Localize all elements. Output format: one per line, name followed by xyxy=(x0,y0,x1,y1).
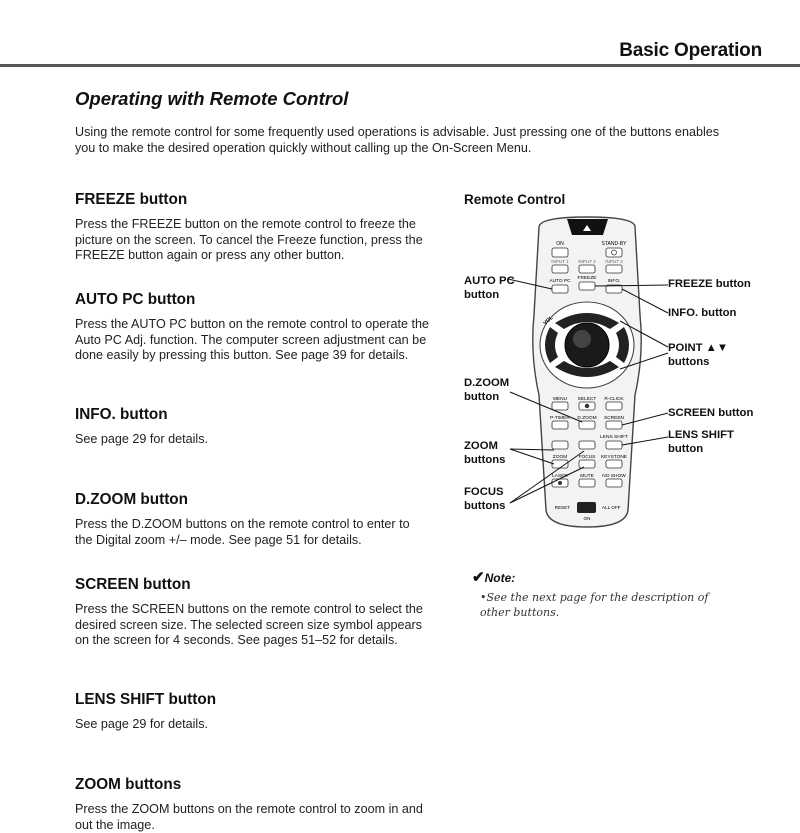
section-info xyxy=(75,406,430,448)
no-show-button[interactable] xyxy=(606,479,622,487)
note-text: •See the next page for the description of other buttons. xyxy=(480,591,709,619)
on-button[interactable] xyxy=(552,248,568,257)
section-freeze xyxy=(75,191,430,264)
key-label: INPUT 2 xyxy=(578,259,596,264)
callout-freeze: FREEZE button xyxy=(668,278,751,290)
callout-zoom: ZOOM buttons xyxy=(464,440,506,466)
callout-auto-pc: AUTO PC button xyxy=(464,275,515,301)
section-lens-shift xyxy=(75,691,430,733)
page-title: Operating with Remote Control xyxy=(75,88,349,109)
key-label: D.ZOOM xyxy=(577,416,597,421)
section-zoom xyxy=(75,776,430,833)
key-label: LASER xyxy=(552,474,568,479)
key-label: ALL OFF xyxy=(602,505,621,510)
section-body: See page 29 for details. xyxy=(75,717,209,731)
mute-button[interactable] xyxy=(579,479,595,487)
standby-button[interactable] xyxy=(606,248,622,257)
key-label: SCREEN xyxy=(604,416,624,421)
key-label: FOCUS xyxy=(578,455,596,460)
section-heading: ZOOM buttons xyxy=(75,776,182,793)
callout-screen: SCREEN button xyxy=(668,407,754,419)
key-label: RESET xyxy=(554,505,570,510)
section-body: Press the AUTO PC button on the remote control to operate the Auto PC Adj. function. The computer screen adjustment can be done easily by pressing this button. See page 39 for details. xyxy=(75,317,429,363)
key-label: P-TIMER xyxy=(550,416,570,421)
freeze-button[interactable] xyxy=(579,282,595,290)
key-label: ZOOM xyxy=(552,455,568,460)
callout-lens-shift: LENS SHIFT button xyxy=(668,429,734,455)
menu-button[interactable] xyxy=(552,402,568,410)
header-rule xyxy=(0,64,800,67)
key-label: FREEZE xyxy=(577,276,597,281)
section-body: Press the ZOOM buttons on the remote control to zoom in and out the image. xyxy=(75,802,423,832)
callout-point: POINT ▲▼ buttons xyxy=(668,342,729,368)
laser-dot-icon xyxy=(558,481,562,485)
intro-paragraph: Using the remote control for some frequently used operations is advisable. Just pressing one of the buttons enables you to make the desired operation quickly without calling up the On-Screen Menu. xyxy=(75,125,720,155)
section-body: Press the SCREEN buttons on the remote control to select the desired screen size. The selected screen size symbol appears on the screen for 4 seconds. See pages 51–52 for details. xyxy=(75,602,423,648)
checkmark-icon: ✔ xyxy=(472,569,485,586)
focus-minus-button[interactable] xyxy=(579,460,595,468)
key-label: STAND-BY xyxy=(601,241,627,247)
key-label: NO SHOW xyxy=(602,474,626,479)
section-heading: D.ZOOM button xyxy=(75,491,188,508)
input1-button[interactable] xyxy=(552,265,568,273)
section-body: Press the D.ZOOM buttons on the remote control to enter to the Digital zoom +/– mode. See page 51 for details. xyxy=(75,517,410,547)
key-label: ON xyxy=(556,241,564,247)
section-body: See page 29 for details. xyxy=(75,432,209,446)
callout-info: INFO. button xyxy=(668,307,737,319)
section-header-title: Basic Operation xyxy=(619,40,762,61)
section-screen xyxy=(75,576,430,649)
key-label: ON xyxy=(583,516,591,521)
key-label: MENU xyxy=(552,397,568,402)
section-heading: AUTO PC button xyxy=(75,291,196,308)
key-label: R-CLICK xyxy=(604,397,624,402)
zoom-plus-button[interactable] xyxy=(552,441,568,449)
select-dot-icon xyxy=(585,404,589,408)
p-timer-button[interactable] xyxy=(552,421,568,429)
key-label: LENS SHIFT xyxy=(600,435,628,440)
dial-highlight xyxy=(573,330,591,348)
note-title: ✔Note: xyxy=(472,569,516,586)
remote-control-title: Remote Control xyxy=(464,192,566,207)
reset-switch[interactable] xyxy=(577,502,596,513)
focus-plus-button[interactable] xyxy=(579,441,595,449)
section-heading: FREEZE button xyxy=(75,191,188,208)
section-heading: SCREEN button xyxy=(75,576,191,593)
key-label: SELECT xyxy=(577,397,597,402)
section-auto-pc xyxy=(75,291,430,364)
keystone-button[interactable] xyxy=(606,460,622,468)
section-dzoom xyxy=(75,491,430,548)
section-heading: INFO. button xyxy=(75,406,168,423)
callout-focus: FOCUS buttons xyxy=(464,486,506,512)
auto-pc-button[interactable] xyxy=(552,285,568,293)
input3-button[interactable] xyxy=(606,265,622,273)
callout-dzoom: D.ZOOM button xyxy=(464,377,510,403)
r-click-button[interactable] xyxy=(606,402,622,410)
key-label: INFO. xyxy=(607,279,621,284)
key-label: KEYSTONE xyxy=(600,455,628,460)
section-body: Press the FREEZE button on the remote control to freeze the picture on the screen. To cancel the Freeze function, press the FREEZE button again or press any other button. xyxy=(75,217,423,263)
screen-button[interactable] xyxy=(606,421,622,429)
key-label: AUTO PC xyxy=(549,279,571,284)
key-label: INPUT 1 xyxy=(551,259,569,264)
key-label: MUTE xyxy=(580,474,594,479)
input2-button[interactable] xyxy=(579,265,595,273)
section-heading: LENS SHIFT button xyxy=(75,691,217,708)
key-label: INPUT 3 xyxy=(605,259,623,264)
lens-shift-button[interactable] xyxy=(606,441,622,449)
key-label: VOL xyxy=(542,315,555,327)
